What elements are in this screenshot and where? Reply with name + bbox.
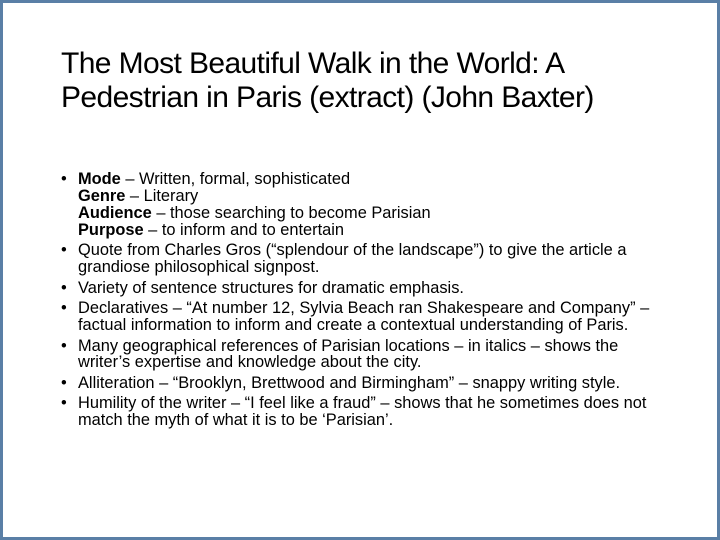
bullet-item-sentence-structures: • Variety of sentence structures for dramatic emphasis. xyxy=(61,280,671,297)
mode-label: Mode xyxy=(78,170,121,188)
bullet-item-declaratives: • Declaratives – “At number 12, Sylvia Beach ran Shakespeare and Company” – factual information to inform and create a contextual understanding of Paris. xyxy=(61,300,671,334)
bullet-list xyxy=(61,171,671,433)
audience-text: – those searching to become Parisian xyxy=(151,203,431,222)
audience-label: Audience xyxy=(78,203,152,222)
genre-text: – Literary xyxy=(125,186,199,205)
genre-label: Genre xyxy=(78,186,126,205)
mode-text: – Written, formal, sophisticated xyxy=(120,170,351,188)
purpose-text: – to inform and to entertain xyxy=(143,220,345,239)
slide-title: The Most Beautiful Walk in the World: A Pedestrian in Paris (extract) (John Baxter) xyxy=(61,47,594,114)
purpose-label: Purpose xyxy=(78,220,144,239)
bullet-item-alliteration: • Alliteration – “Brooklyn, Brettwood and Birmingham” – snappy writing style. xyxy=(61,375,671,392)
bullet-item-quote: • Quote from Charles Gros (“splendour of the landscape”) to give the article a grandiose philosophical signpost. xyxy=(61,242,671,276)
purpose-line xyxy=(78,222,671,239)
bullet-item-text-features xyxy=(61,171,671,239)
audience-line xyxy=(78,205,671,222)
genre-line xyxy=(78,188,671,205)
bullet-item-humility: • Humility of the writer – “I feel like a fraud” – shows that he sometimes does not match the myth of what it is to be ‘Parisian’. xyxy=(61,395,671,429)
bullet-item-geographical-references: • Many geographical references of Parisian locations – in italics – shows the writer’s expertise and knowledge about the city. xyxy=(61,338,671,372)
mode-line xyxy=(78,171,671,188)
